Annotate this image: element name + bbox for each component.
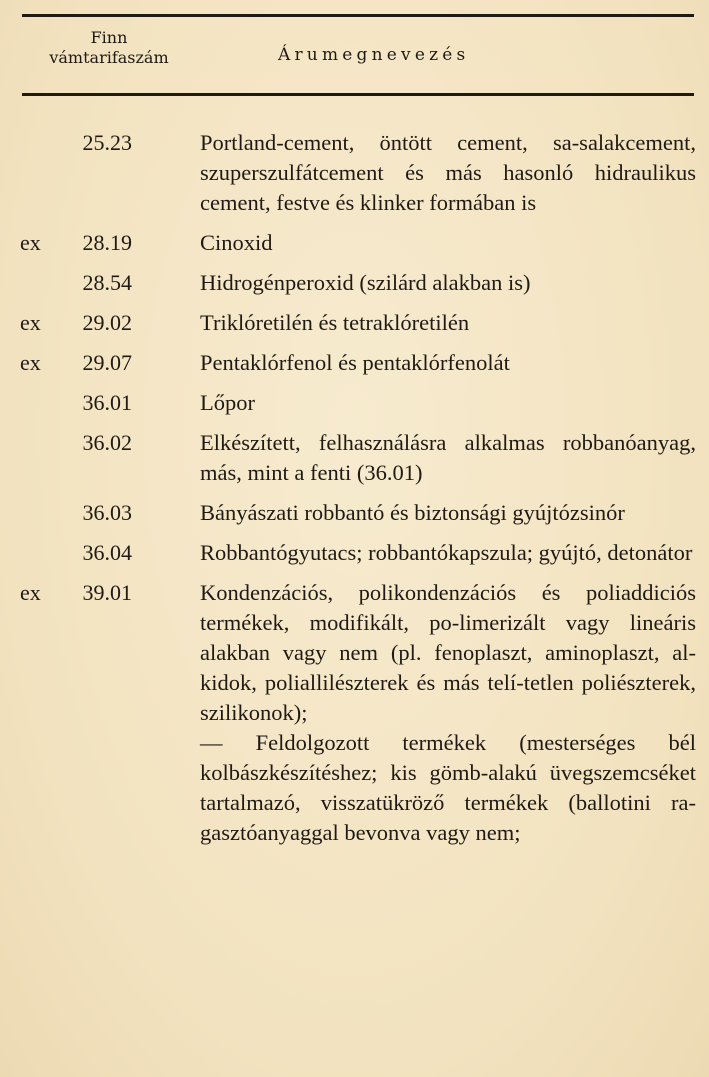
code-column-header	[14, 28, 204, 68]
tariff-row	[0, 388, 709, 418]
top-rule	[22, 14, 694, 17]
tariff-code: 36.02	[82, 430, 132, 455]
description-paragraph: — Feldolgozott termékek (mesterséges bél kolbászkészítéshez; kis gömb-alakú üvegszemcséket tartalmazó, visszatükröző termékek (ballotini ra-gasztóanyaggal bevonva vagy nem;	[200, 730, 696, 845]
goods-description	[200, 268, 696, 298]
goods-description	[200, 498, 696, 528]
description-paragraph: Robbantógyutacs; robbantókapszula; gyújtó, detonátor	[200, 540, 693, 565]
ex-prefix: ex	[20, 580, 41, 605]
tariff-entries	[0, 128, 709, 858]
tariff-code: 39.01	[82, 580, 132, 605]
code-header-line2: vámtarifaszám	[49, 48, 169, 67]
tariff-row	[0, 538, 709, 568]
ex-prefix: ex	[20, 350, 41, 375]
tariff-code: 28.19	[82, 230, 132, 255]
goods-description	[200, 578, 696, 848]
description-paragraph: Portland-cement, öntött cement, sa-salakcement, szuperszulfátcement és más hasonló hidraulikus cement, festve és klinker formában is	[200, 130, 696, 215]
description-paragraph: Elkészített, felhasználásra alkalmas robbanóanyag, más, mint a fenti (36.01)	[200, 430, 696, 485]
tariff-row	[0, 228, 709, 258]
description-paragraph: Kondenzációs, polikondenzációs és poliaddiciós termékek, modifikált, po-limerizált vagy lineáris alakban vagy nem (pl. fenoplaszt, aminoplaszt, al-kidok, poliallilészterek és más telí-tetlen poliészterek, szilikonok);	[200, 580, 696, 725]
description-paragraph: Hidrogénperoxid (szilárd alakban is)	[200, 270, 531, 295]
goods-description	[200, 348, 696, 378]
tariff-row	[0, 268, 709, 298]
description-paragraph: Lőpor	[200, 390, 255, 415]
ex-prefix: ex	[20, 310, 41, 335]
code-header-line1: Finn	[90, 28, 128, 47]
description-paragraph: Cinoxid	[200, 230, 273, 255]
tariff-code: 29.02	[82, 310, 132, 335]
tariff-row	[0, 308, 709, 338]
goods-description	[200, 388, 696, 418]
description-column-header: Árumegnevezés	[278, 45, 470, 65]
tariff-code: 25.23	[82, 130, 132, 155]
header-rule	[22, 93, 694, 96]
goods-description	[200, 428, 696, 488]
tariff-code: 28.54	[82, 270, 132, 295]
tariff-row	[0, 428, 709, 488]
tariff-row	[0, 578, 709, 848]
description-paragraph: Bányászati robbantó és biztonsági gyújtózsinór	[200, 500, 625, 525]
description-paragraph: Triklóretilén és tetraklóretilén	[200, 310, 470, 335]
tariff-row	[0, 348, 709, 378]
goods-description	[200, 538, 696, 568]
goods-description	[200, 228, 696, 258]
tariff-row	[0, 498, 709, 528]
tariff-code: 36.04	[82, 540, 132, 565]
tariff-code: 29.07	[82, 350, 132, 375]
description-paragraph: Pentaklórfenol és pentaklórfenolát	[200, 350, 510, 375]
tariff-code: 36.03	[82, 500, 132, 525]
goods-description	[200, 128, 696, 218]
ex-prefix: ex	[20, 230, 41, 255]
tariff-code: 36.01	[82, 390, 132, 415]
goods-description	[200, 308, 696, 338]
tariff-row	[0, 128, 709, 218]
